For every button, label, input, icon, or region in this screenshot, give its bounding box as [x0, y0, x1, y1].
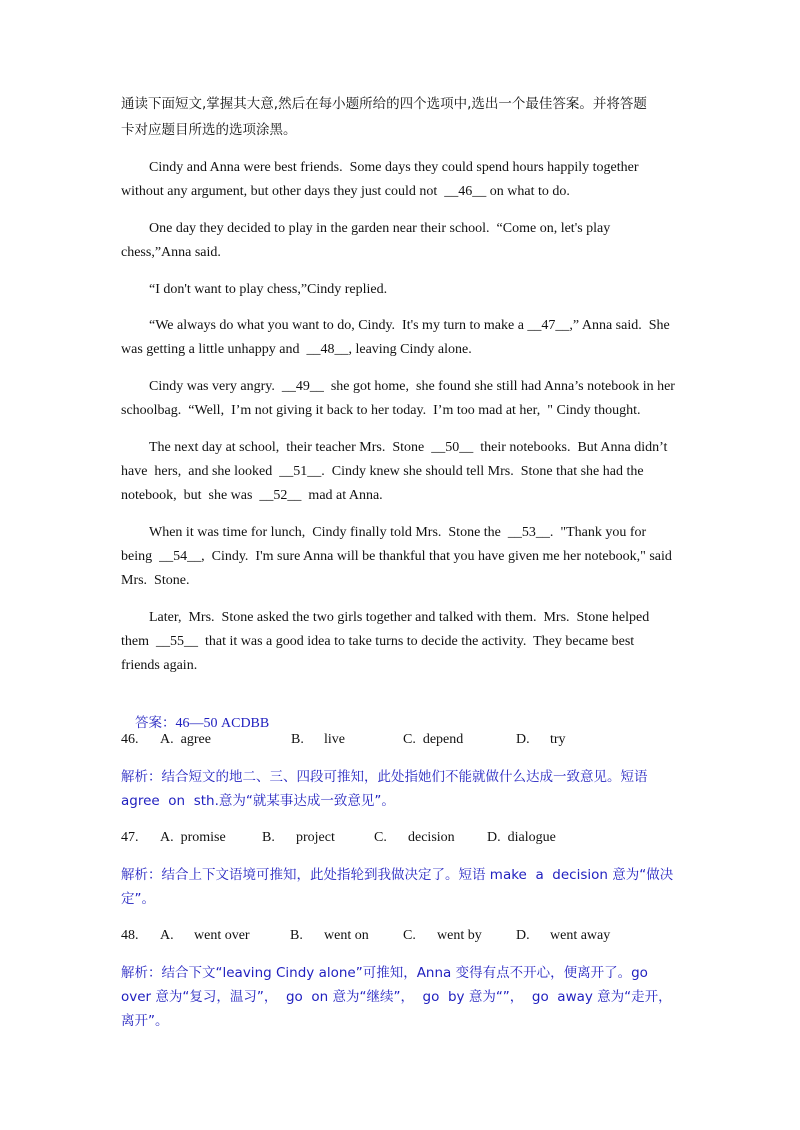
passage-line: being __54__, Cindy. I'm sure Anna will be thankful that you have given me her notebook," said [121, 549, 672, 564]
question-46-explanation-line-2: agree on sth.意为“就某事达成一致意见”。 [121, 793, 395, 809]
question-46-option-b-letter: B. [291, 732, 304, 747]
question-46-option-b-text: live [324, 732, 345, 747]
passage-line: schoolbag. “Well, I’m not giving it back to her today. I’m too mad at her, " Cindy thought. [121, 403, 641, 418]
passage-line: friends again. [121, 658, 198, 673]
question-48-explanation-line-3: 离开”。 [121, 1013, 169, 1029]
passage-line: “We always do what you want to do, Cindy. It's my turn to make a __47__,” Anna said. She [149, 318, 670, 333]
passage-line: Cindy and Anna were best friends. Some days they could spend hours happily together [149, 160, 639, 175]
question-47-explanation-line-1: 解析：结合上下文语境可推知，此处指轮到我做决定了。短语 make a decision 意为“做决 [121, 867, 674, 883]
question-48-option-c-letter: C. [403, 928, 416, 943]
passage-line: Mrs. Stone. [121, 573, 190, 588]
passage-line: was getting a little unhappy and __48__, leaving Cindy alone. [121, 342, 472, 357]
passage-line: The next day at school, their teacher Mrs. Stone __50__ their notebooks. But Anna didn’t [149, 440, 668, 455]
answer-label: 答案： [135, 715, 176, 731]
question-47-option-a: A. promise [160, 830, 226, 845]
question-47-option-b-letter: B. [262, 830, 275, 845]
question-48-option-a-text: went over [194, 928, 250, 943]
question-47-option-c-text: decision [408, 830, 455, 845]
passage-line: notebook, but she was __52__ mad at Anna. [121, 488, 383, 503]
question-46-option-d-text: try [550, 732, 566, 747]
passage-line: without any argument, but other days they just could not __46__ on what to do. [121, 184, 570, 199]
question-47-option-d: D. dialogue [487, 830, 556, 845]
question-48-option-b-text: went on [324, 928, 369, 943]
question-48-option-d-text: went away [550, 928, 611, 943]
question-47-explanation-line-2: 定”。 [121, 891, 155, 907]
passage-line: them __55__ that it was a good idea to take turns to decide the activity. They became best [121, 634, 635, 649]
question-46-option-d-letter: D. [516, 732, 530, 747]
question-46-explanation-line-1: 解析：结合短文的地二、三、四段可推知，此处指她们不能就做什么达成一致意见。短语 [121, 769, 648, 785]
question-47-option-c-letter: C. [374, 830, 387, 845]
question-48-option-c-text: went by [437, 928, 482, 943]
question-47-option-b-text: project [296, 830, 335, 845]
question-48-explanation-line-2: over 意为“复习，温习”， go on 意为“继续”， go by 意为“”， go away 意为“走开， [121, 989, 672, 1005]
question-48-option-a-letter: A. [160, 928, 174, 943]
instructions-line-2: 卡对应题目所选的选项涂黑。 [121, 122, 297, 138]
passage-line: One day they decided to play in the garden near their school. “Come on, let's play [149, 221, 611, 236]
question-48-number: 48. [121, 928, 139, 943]
passage-line: Cindy was very angry. __49__ she got home, she found she still had Anna’s notebook in her [149, 379, 675, 394]
passage-line: When it was time for lunch, Cindy finally told Mrs. Stone the __53__. "Thank you for [149, 525, 647, 540]
question-47-number: 47. [121, 830, 139, 845]
answer-value: 46—50 ACDBB [175, 716, 270, 731]
question-48-option-d-letter: D. [516, 928, 530, 943]
passage-line: have hers, and she looked __51__. Cindy knew she should tell Mrs. Stone that she had the [121, 464, 644, 479]
question-46-option-c: C. depend [403, 732, 464, 747]
passage-line: chess,”Anna said. [121, 245, 221, 260]
question-48-option-b-letter: B. [290, 928, 303, 943]
question-46-number: 46. [121, 732, 139, 747]
passage-line: Later, Mrs. Stone asked the two girls together and talked with them. Mrs. Stone helped [149, 610, 650, 625]
passage-line: “I don't want to play chess,”Cindy replied. [149, 282, 388, 297]
question-46-option-a: A. agree [160, 732, 211, 747]
question-48-explanation-line-1: 解析：结合下文“leaving Cindy alone”可推知，Anna 变得有点不开心，便离开了。go [121, 965, 648, 981]
instructions-line-1: 通读下面短文,掌握其大意,然后在每小题所给的四个选项中,选出一个最佳答案。并将答题 [121, 96, 647, 112]
